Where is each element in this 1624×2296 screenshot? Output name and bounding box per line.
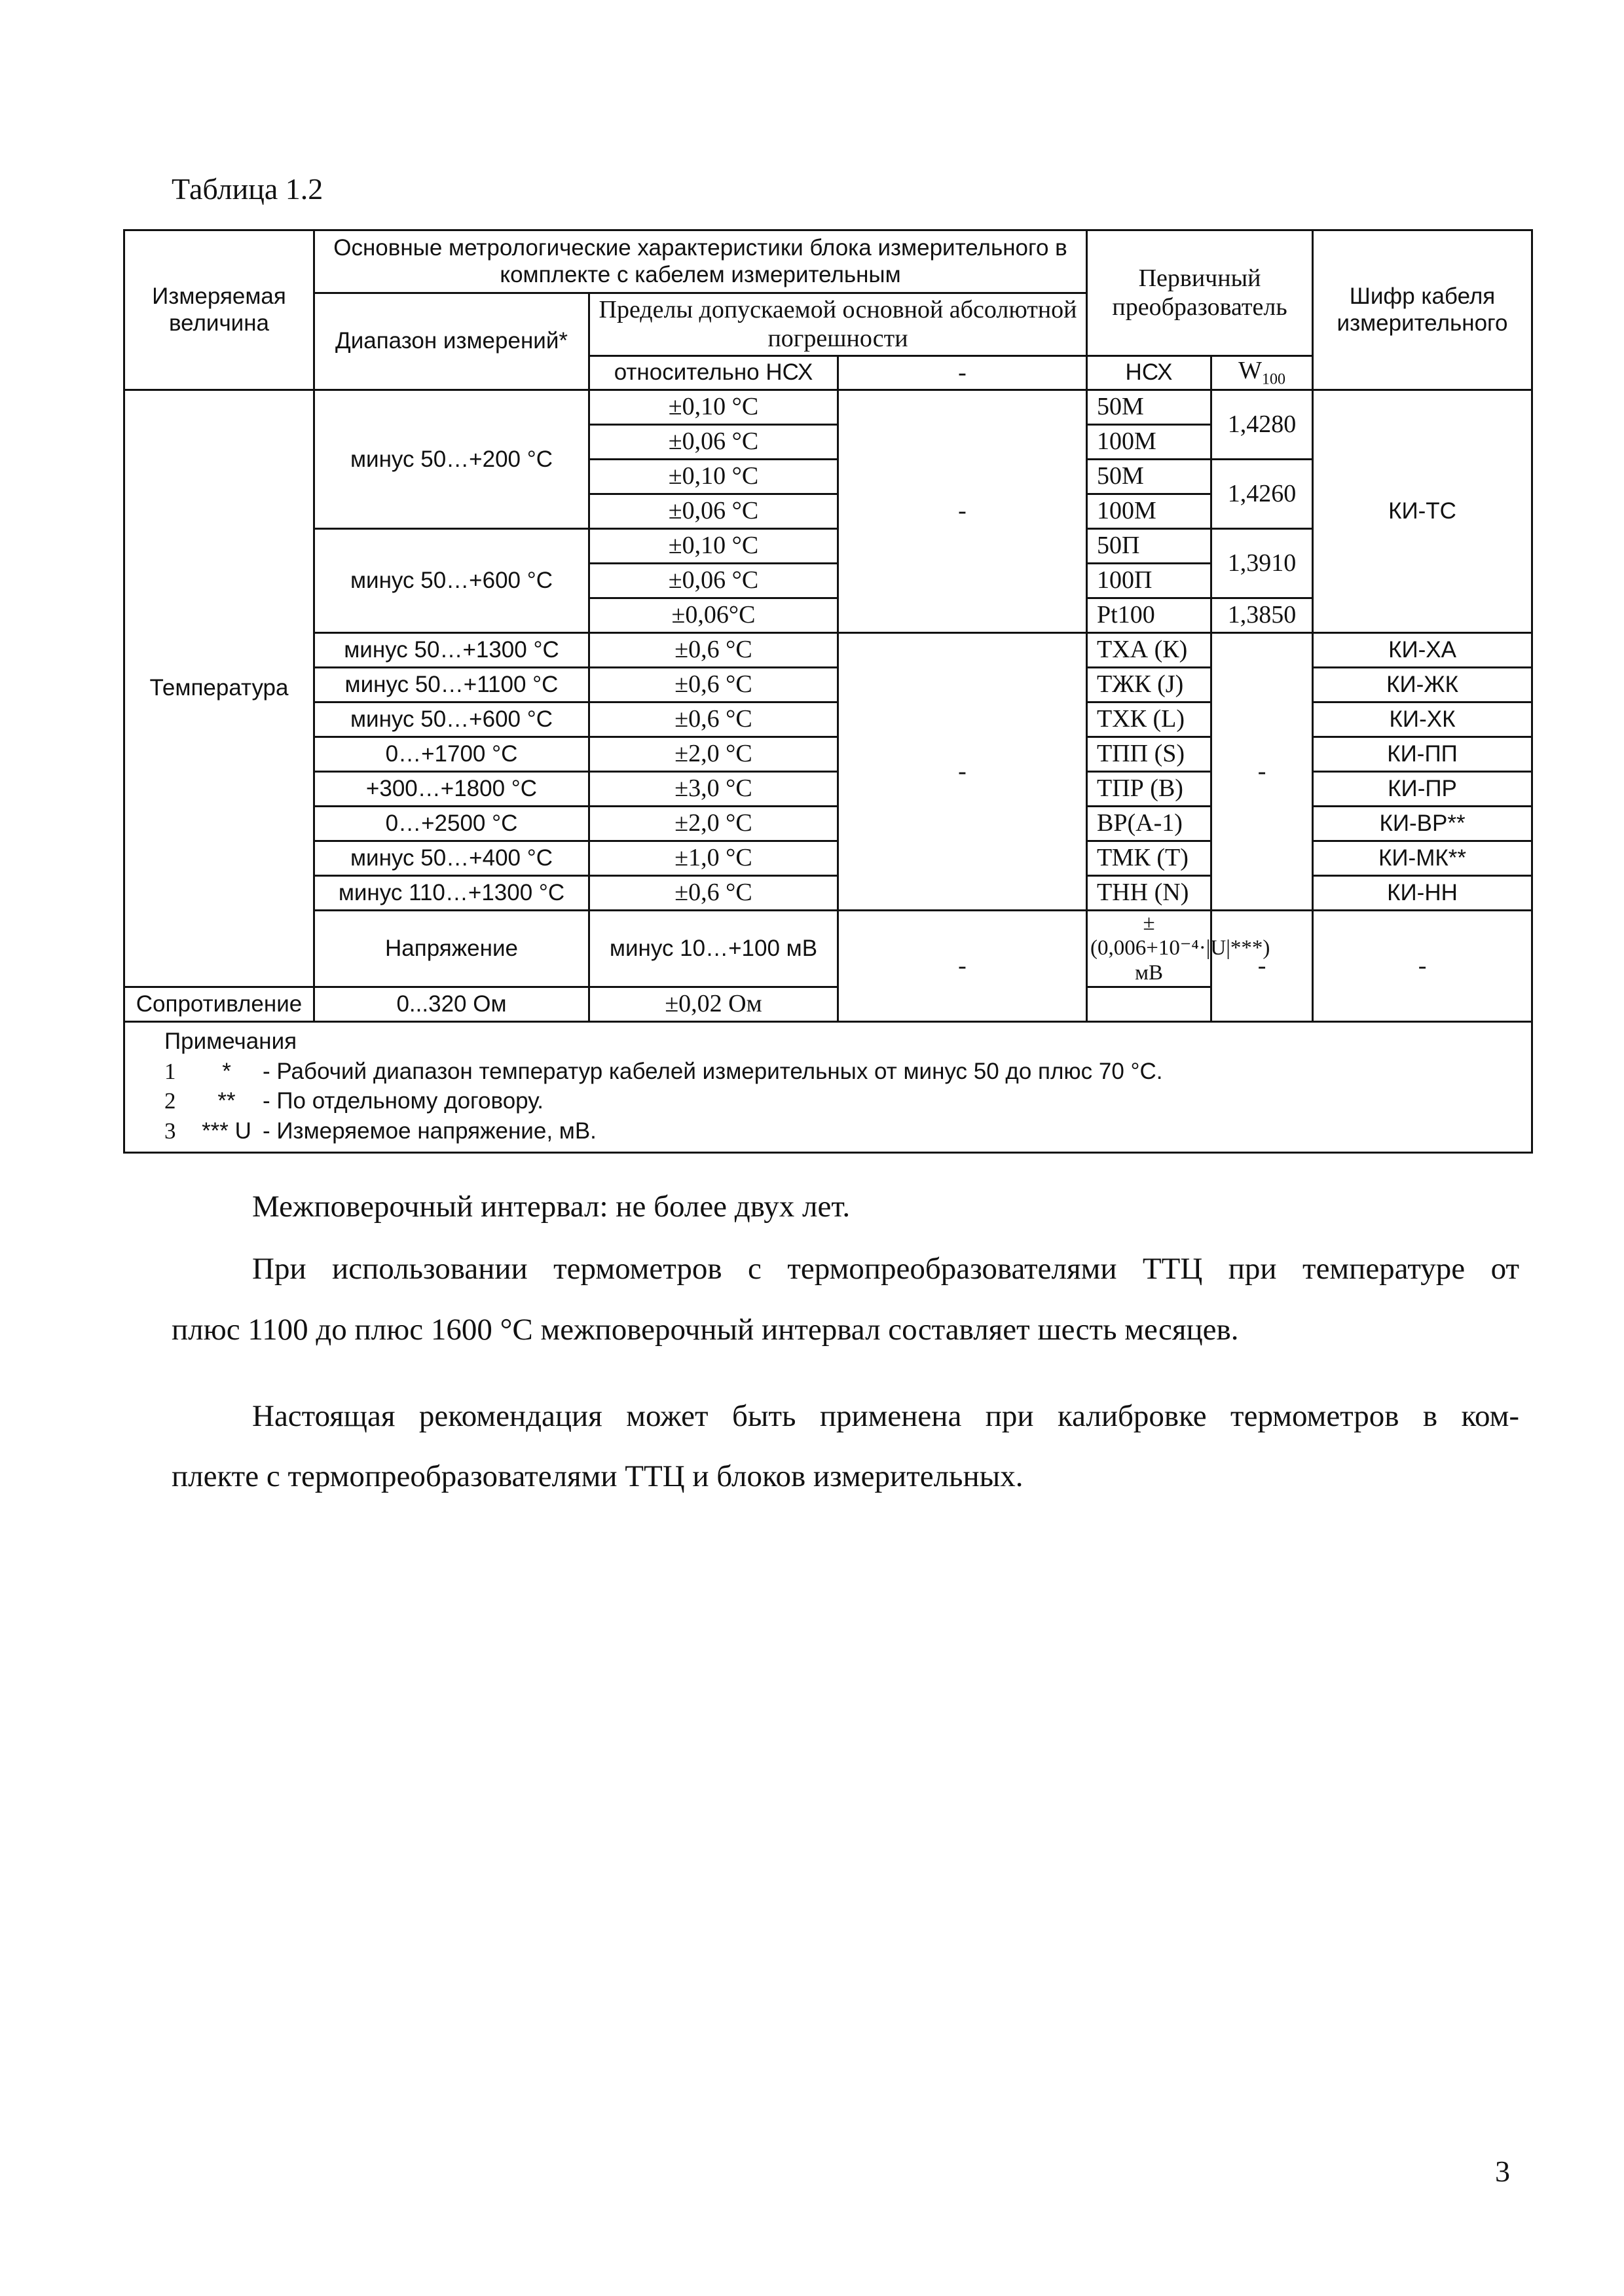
header-w100 [1211,356,1313,390]
cell-tc-err: ±2,0 °С [589,807,838,841]
paragraph-recommendation-line-2: плекте с термопреобразователями ТТЦ и блоков измерительных. [172,1459,1024,1493]
cell-tc-cable: КИ-МК** [1313,841,1532,876]
paragraph-calibration-interval: Межповерочный интервал: не более двух лет. [252,1190,851,1224]
w100-label: W [1238,357,1262,384]
note-item [164,1116,1522,1146]
note-mark: *** U [202,1118,251,1144]
cell-tc-range: минус 50…+600 °С [314,702,589,737]
cell-tc-nsx: ТХК (L) [1087,702,1211,737]
cell-tc-nsx: ТХА (К) [1087,633,1211,668]
cell-err-5: ±0,10 °С [589,529,838,564]
cell-tc-range: минус 50…+400 °С [314,841,589,876]
cell-nsx-6: 100П [1087,564,1211,598]
cell-tc-cable: КИ-ПП [1313,737,1532,772]
cell-w-dash-tc: - [1211,633,1313,911]
cell-nsx-7: Pt100 [1087,598,1211,633]
cell-w-dash-vr: - [1313,911,1532,1022]
spec-table [123,229,1533,1154]
notes-title: Примечания [164,1029,297,1054]
header-cable-code: Шифр кабеля измерительного [1313,230,1532,390]
note-item [164,1086,1522,1116]
header-main-characteristics: Основные метрологические характеристики блока измерительного в комплекте с кабелем измерительным [314,230,1087,293]
cell-temperature-label: Температура [124,390,314,987]
note-text: - По отдельному договору. [263,1088,544,1114]
note-text: - Измеряемое напряжение, мВ. [263,1118,597,1144]
header-range: Диапазон измерений* [314,293,589,390]
cell-tc-cable: КИ-ХА [1313,633,1532,668]
cell-tc-nsx: ТМК (Т) [1087,841,1211,876]
cell-tc-err: ±0,6 °С [589,702,838,737]
note-mark: * [222,1058,231,1084]
cell-resistance-label: Сопротивление [124,987,314,1022]
note-number: 3 [164,1118,176,1144]
cell-tc-nsx: ТПП (S) [1087,737,1211,772]
cell-rel-dash-vr: - [838,911,1087,1022]
cell-nsx-dash-vr: - [1211,911,1313,1022]
cell-tc-range: минус 110…+1300 °С [314,876,589,911]
paragraph-ttc-line-1 [252,1254,1519,1315]
cell-err-4: ±0,06 °С [589,494,838,529]
cell-tc-err: ±2,0 °С [589,737,838,772]
cell-w-1: 1,4280 [1211,390,1313,460]
cell-tc-range: минус 50…+1100 °С [314,668,589,702]
cell-err-7: ±0,06°С [589,598,838,633]
spec-table-wrapper [123,229,1531,1154]
cell-tc-err: ±0,6 °С [589,668,838,702]
cell-resistance-err: ±0,02 Ом [589,987,838,1022]
header-limits: Пределы допускаемой основной абсолютной погрешности [589,293,1087,356]
cell-tc-cable: КИ-НН [1313,876,1532,911]
cell-tc-cable: КИ-ВР** [1313,807,1532,841]
paragraph-recommendation-line-1-text: Настоящая рекомендация может быть применена при калибровке термометров в ком- [252,1399,1519,1433]
cell-tc-err: ±1,0 °С [589,841,838,876]
cell-nsx-1: 50М [1087,390,1211,425]
table-caption: Таблица 1.2 [172,172,323,206]
note-text: - Рабочий диапазон температур кабелей измерительных от минус 50 до плюс 70 °С. [263,1058,1163,1084]
cell-voltage-err: ±(0,006+10⁻⁴·|U|***) мВ [1087,911,1211,987]
cell-tc-range: минус 50…+1300 °С [314,633,589,668]
cell-w-2: 1,4260 [1211,460,1313,529]
paragraph-ttc-line-2: плюс 1100 до плюс 1600 °С межповерочный интервал составляет шесть месяцев. [172,1313,1239,1347]
paragraph-ttc-line-1-text: При использовании термометров с термопреобразователями ТТЦ при температуре от [252,1252,1519,1286]
cell-tc-err: ±0,6 °С [589,876,838,911]
cell-tc-nsx: ТНН (N) [1087,876,1211,911]
note-item [164,1057,1522,1087]
paragraph-recommendation-line-1 [252,1401,1519,1463]
cell-abs-dash-tc: - [838,633,1087,911]
cell-w-3: 1,3910 [1211,529,1313,598]
cell-nsx-4: 100М [1087,494,1211,529]
cell-cable-rtd: КИ-ТС [1313,390,1532,633]
cell-tc-cable: КИ-ХК [1313,702,1532,737]
note-number: 1 [164,1058,176,1084]
cell-tc-cable: КИ-ЖК [1313,668,1532,702]
note-mark: ** [217,1088,236,1114]
cell-w-4: 1,3850 [1211,598,1313,633]
cell-nsx-3: 50М [1087,460,1211,494]
note-number: 2 [164,1088,176,1114]
cell-tc-cable: КИ-ПР [1313,772,1532,807]
cell-tc-err: ±3,0 °С [589,772,838,807]
cell-abs-dash-rtd: - [838,390,1087,633]
cell-nsx-2: 100М [1087,425,1211,460]
cell-tc-err: ±0,6 °С [589,633,838,668]
page-number: 3 [1495,2155,1510,2188]
cell-tc-nsx: ТПР (В) [1087,772,1211,807]
cell-tc-nsx: ТЖК (J) [1087,668,1211,702]
cell-err-6: ±0,06 °С [589,564,838,598]
cell-nsx-5: 50П [1087,529,1211,564]
header-measured-quantity: Измеряемая величина [124,230,314,390]
table-notes [124,1022,1532,1153]
header-relative-nsx: относительно НСХ [589,356,838,390]
header-nsx: НСХ [1087,356,1211,390]
w100-subscript: 100 [1261,371,1285,388]
cell-tc-range: 0…+1700 °С [314,737,589,772]
header-abs-dash: - [838,356,1087,390]
cell-voltage-range: минус 10…+100 мВ [589,911,838,987]
cell-range-1: минус 50…+200 °С [314,390,589,529]
header-primary-converter: Первичный преобразователь [1087,230,1313,356]
cell-range-2: минус 50…+600 °С [314,529,589,633]
cell-err-2: ±0,06 °С [589,425,838,460]
cell-err-3: ±0,10 °С [589,460,838,494]
cell-tc-range: 0…+2500 °С [314,807,589,841]
cell-tc-range: +300…+1800 °С [314,772,589,807]
cell-err-1: ±0,10 °С [589,390,838,425]
cell-voltage-label: Напряжение [314,911,589,987]
cell-resistance-range: 0...320 Ом [314,987,589,1022]
cell-tc-nsx: ВР(А-1) [1087,807,1211,841]
